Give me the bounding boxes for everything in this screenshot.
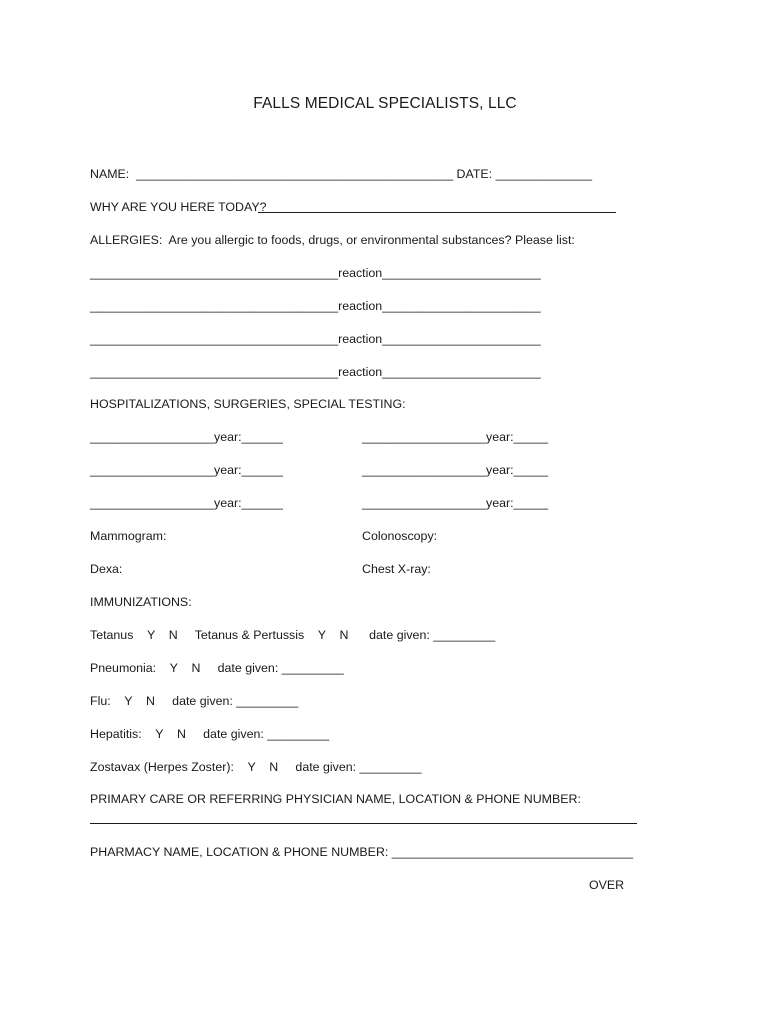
physician-answer-line[interactable] — [90, 823, 637, 824]
procedure-year-right[interactable]: __________________year:_____ — [362, 496, 549, 510]
pharmacy-line[interactable]: PHARMACY NAME, LOCATION & PHONE NUMBER: ___________________________________ — [90, 845, 633, 859]
tetanus-line[interactable]: Tetanus Y N Tetanus & Pertussis Y N date given: _________ — [90, 628, 496, 642]
immunizations-heading: IMMUNIZATIONS: — [90, 595, 192, 609]
procedure-year-left[interactable]: __________________year:______ — [90, 463, 283, 477]
allergies-prompt: ALLERGIES: Are you allergic to foods, drugs, or environmental substances? Please list: — [90, 233, 575, 247]
pneumonia-line[interactable]: Pneumonia: Y N date given: _________ — [90, 661, 344, 675]
mammogram-label: Mammogram: — [90, 529, 167, 543]
dexa-label: Dexa: — [90, 562, 123, 576]
name-date-line[interactable]: NAME: ______________________________________________ DATE: ______________ — [90, 167, 593, 181]
allergy-row[interactable]: ____________________________________reaction_______________________ — [90, 266, 541, 280]
flu-line[interactable]: Flu: Y N date given: _________ — [90, 694, 299, 708]
allergy-row[interactable]: ____________________________________reaction_______________________ — [90, 332, 541, 346]
reason-answer-line[interactable] — [258, 212, 616, 213]
allergy-row[interactable]: ____________________________________reaction_______________________ — [90, 365, 541, 379]
chest-xray-label: Chest X-ray: — [362, 562, 431, 576]
allergy-row[interactable]: ____________________________________reaction_______________________ — [90, 299, 541, 313]
procedure-year-left[interactable]: __________________year:______ — [90, 496, 283, 510]
procedure-year-right[interactable]: __________________year:_____ — [362, 463, 549, 477]
procedure-year-right[interactable]: __________________year:_____ — [362, 430, 549, 444]
procedure-year-left[interactable]: __________________year:______ — [90, 430, 283, 444]
reason-label: WHY ARE YOU HERE TODAY? — [90, 200, 267, 214]
form-title: FALLS MEDICAL SPECIALISTS, LLC — [253, 95, 517, 112]
colonoscopy-label: Colonoscopy: — [362, 529, 438, 543]
hospitalizations-heading: HOSPITALIZATIONS, SURGERIES, SPECIAL TESTING: — [90, 397, 406, 411]
physician-label: PRIMARY CARE OR REFERRING PHYSICIAN NAME, LOCATION & PHONE NUMBER: — [90, 792, 581, 806]
hepatitis-line[interactable]: Hepatitis: Y N date given: _________ — [90, 727, 330, 741]
zostavax-line[interactable]: Zostavax (Herpes Zoster): Y N date given: _________ — [90, 760, 422, 774]
over-label: OVER — [589, 878, 625, 892]
